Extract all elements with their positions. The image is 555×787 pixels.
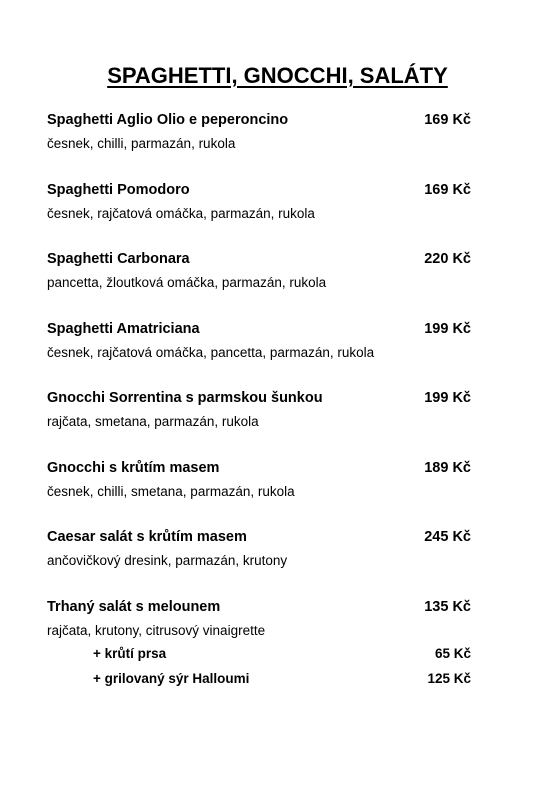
menu-item-name: Gnocchi Sorrentina s parmskou šunkou [47,390,323,406]
menu-item-description: ančovičkový dresink, parmazán, krutony [47,553,288,568]
page-title: SPAGHETTI, GNOCCHI, SALÁTY [107,62,448,88]
extra-option [47,646,471,671]
menu-item [47,182,471,252]
menu-item [47,112,471,182]
extra-option [47,671,471,696]
menu-item [47,598,471,686]
menu-item [47,460,471,530]
menu-item-price: 169 Kč [424,181,471,198]
menu-item [47,529,471,599]
menu-item-name: Spaghetti Carbonara [47,251,190,267]
menu-item-header [47,321,471,343]
menu-item-header [47,460,471,482]
menu-list [47,112,471,686]
menu-item [47,390,471,460]
extra-option-name: + grilovaný sýr Halloumi [93,670,250,686]
menu-item-name: Spaghetti Amatriciana [47,320,200,337]
menu-item-header [47,112,471,134]
menu-item-header [47,599,471,621]
extra-option-price: 65 Kč [434,645,471,661]
menu-item-name: Spaghetti Pomodoro [47,181,190,198]
menu-item-extras [47,646,471,696]
menu-item-price: 199 Kč [424,320,471,337]
menu-item-description: česnek, chilli, smetana, parmazán, rukola [47,483,295,499]
menu-item-price: 220 Kč [424,251,471,267]
menu-item-description: pancetta, žloutková omáčka, parmazán, rukola [47,275,327,290]
menu-item [47,251,471,321]
menu-item-name: Spaghetti Aglio Olio e peperoncino [47,112,289,128]
menu-item-description: česnek, rajčatová omáčka, parmazán, rukola [47,205,315,221]
menu-item-header [47,251,471,273]
menu-item-description: česnek, rajčatová omáčka, pancetta, parmazán, rukola [47,344,375,360]
menu-item [47,321,471,391]
menu-item-description: rajčata, krutony, citrusový vinaigrette [47,622,266,638]
menu-item-price: 135 Kč [424,598,471,615]
menu-item-description: rajčata, smetana, parmazán, rukola [47,414,259,429]
menu-item-price: 245 Kč [424,529,471,545]
extra-option-price: 125 Kč [427,670,471,686]
menu-item-header [47,529,471,551]
menu-item-name: Trhaný salát s melounem [47,598,221,615]
menu-item-price: 189 Kč [424,459,471,476]
extra-option-name: + krůtí prsa [93,645,167,661]
menu-item-header [47,390,471,412]
menu-item-description: česnek, chilli, parmazán, rukola [47,136,236,151]
menu-item-name: Gnocchi s krůtím masem [47,459,220,476]
menu-item-header [47,182,471,204]
menu-item-price: 169 Kč [424,112,471,128]
menu-item-price: 199 Kč [424,390,471,406]
menu-item-name: Caesar salát s krůtím masem [47,529,247,545]
